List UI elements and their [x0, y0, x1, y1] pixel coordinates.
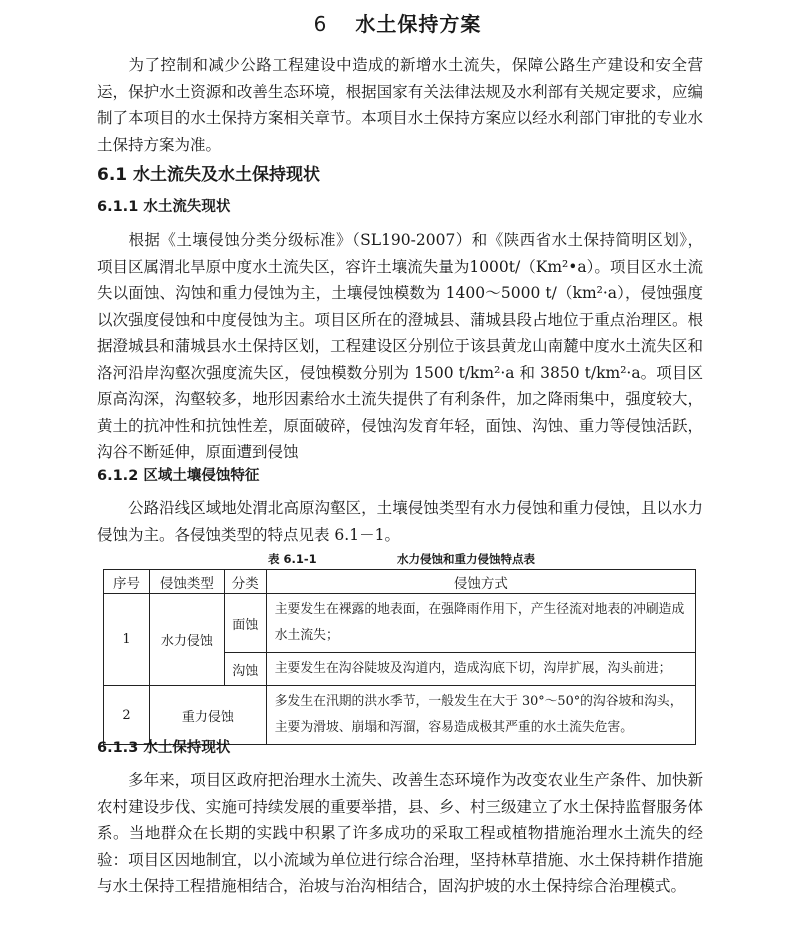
table-caption-number: 表 6.1-1: [268, 552, 317, 566]
table-cell-desc: 主要发生在沟谷陡坡及沟道内，造成沟底下切，沟岸扩展，沟头前进；: [266, 653, 695, 686]
table-row: [104, 594, 696, 653]
paragraph-6-1-3-text: 多年来，项目区政府把治理水土流失、改善生态环境作为改变农业生产条件、加快新农村建设步伐、实施可持续发展的重要举措，县、乡、村三级建立了水土保持监督服务体系。当地群众在长期的实践中积累了许多成功的采取工程或植物措施治理水土流失的经验：项目区因地制宜，以小流域为单位进行综合治理，坚持林草措施、水土保持耕作措施与水土保持工程措施相结合，治坡与治沟相结合，固沟护坡的水土保持综合治理模式。: [97, 771, 703, 895]
erosion-table: [103, 569, 696, 745]
table-cell-type: 水力侵蚀: [149, 594, 224, 686]
chapter-title: [0, 8, 795, 37]
table-header-cell: 侵蚀方式: [266, 570, 695, 594]
paragraph-6-1-3: [97, 767, 703, 900]
subsection-heading-6-1-1: 6.1.1 水土流失现状: [97, 199, 231, 215]
table-cell-desc: 多发生在汛期的洪水季节，一般发生在大于 30°～50°的沟谷坡和沟头，主要为滑坡、崩塌和泻溜，容易造成极其严重的水土流失危害。: [266, 686, 695, 745]
table-cell-no: 1: [104, 594, 150, 686]
paragraph-6-1-2-text: 公路沿线区域地处渭北高原沟壑区，土壤侵蚀类型有水力侵蚀和重力侵蚀，且以水力侵蚀为主。各侵蚀类型的特点见表 6.1－1。: [97, 499, 703, 544]
chapter-title-text: 水土保持方案: [355, 12, 482, 36]
table-cell-sub: 沟蚀: [224, 653, 266, 686]
paragraph-6-1-1-text: 根据《土壤侵蚀分类分级标准》（SL190-2007）和《陕西省水土保持简明区划》，项目区属渭北旱原中度水土流失区，容许土壤流失量为1000t/（Km²•a）。项目区水土流失以面蚀、沟蚀和重力侵蚀为主，土壤侵蚀模数为 1400～5000 t/（km²·a），侵蚀强度以次强度侵蚀和中度侵蚀为主。项目区所在的澄城县、蒲城县段占地位于重点治理区。根据澄城县和蒲城县水土保持区划，工程建设区分别位于该县黄龙山南麓中度水土流失区和洛河沿岸沟壑次强度流失区，侵蚀模数分别为 1500 t/km²·a 和 3850 t/km²·a。项目区原高沟深，沟壑较多，地形因素给水土流失提供了有利条件，加之降雨集中，强度较大，黄土的抗冲性和抗蚀性差，原面破碎，侵蚀沟发育年轻，面蚀、沟蚀、重力等侵蚀活跃，沟谷不断延伸，原面遭到侵蚀: [97, 231, 703, 461]
table-caption-title: 水力侵蚀和重力侵蚀特点表: [397, 552, 535, 566]
table-cell-sub: 面蚀: [224, 594, 266, 653]
table-header-cell: 侵蚀类型: [149, 570, 224, 594]
table-cell-type: 重力侵蚀: [149, 686, 266, 745]
table-cell-no: 2: [104, 686, 150, 745]
section-heading-6-1: 6.1 水土流失及水土保持现状: [97, 165, 321, 185]
subsection-heading-6-1-3: 6.1.3 水土保持现状: [97, 740, 231, 756]
paragraph-6-1-1: [97, 227, 703, 466]
chapter-number: 6: [313, 12, 328, 36]
table-header-row: [104, 570, 696, 594]
table-cell-desc: 主要发生在裸露的地表面，在强降雨作用下，产生径流对地表的冲刷造成水土流失；: [266, 594, 695, 653]
table-header-cell: 序号: [104, 570, 150, 594]
paragraph-6-1-2: [97, 495, 703, 548]
table-header-cell: 分类: [224, 570, 266, 594]
subsection-heading-6-1-2: 6.1.2 区域土壤侵蚀特征: [97, 468, 260, 484]
intro-text: 为了控制和减少公路工程建设中造成的新增水土流失，保障公路生产建设和安全营运，保护水土资源和改善生态环境，根据国家有关法律法规及水利部有关规定要求，应编制了本项目的水土保持方案相关章节。本项目水土保持方案应以经水利部门审批的专业水土保持方案为准。: [97, 56, 703, 154]
intro-paragraph: [97, 52, 703, 158]
